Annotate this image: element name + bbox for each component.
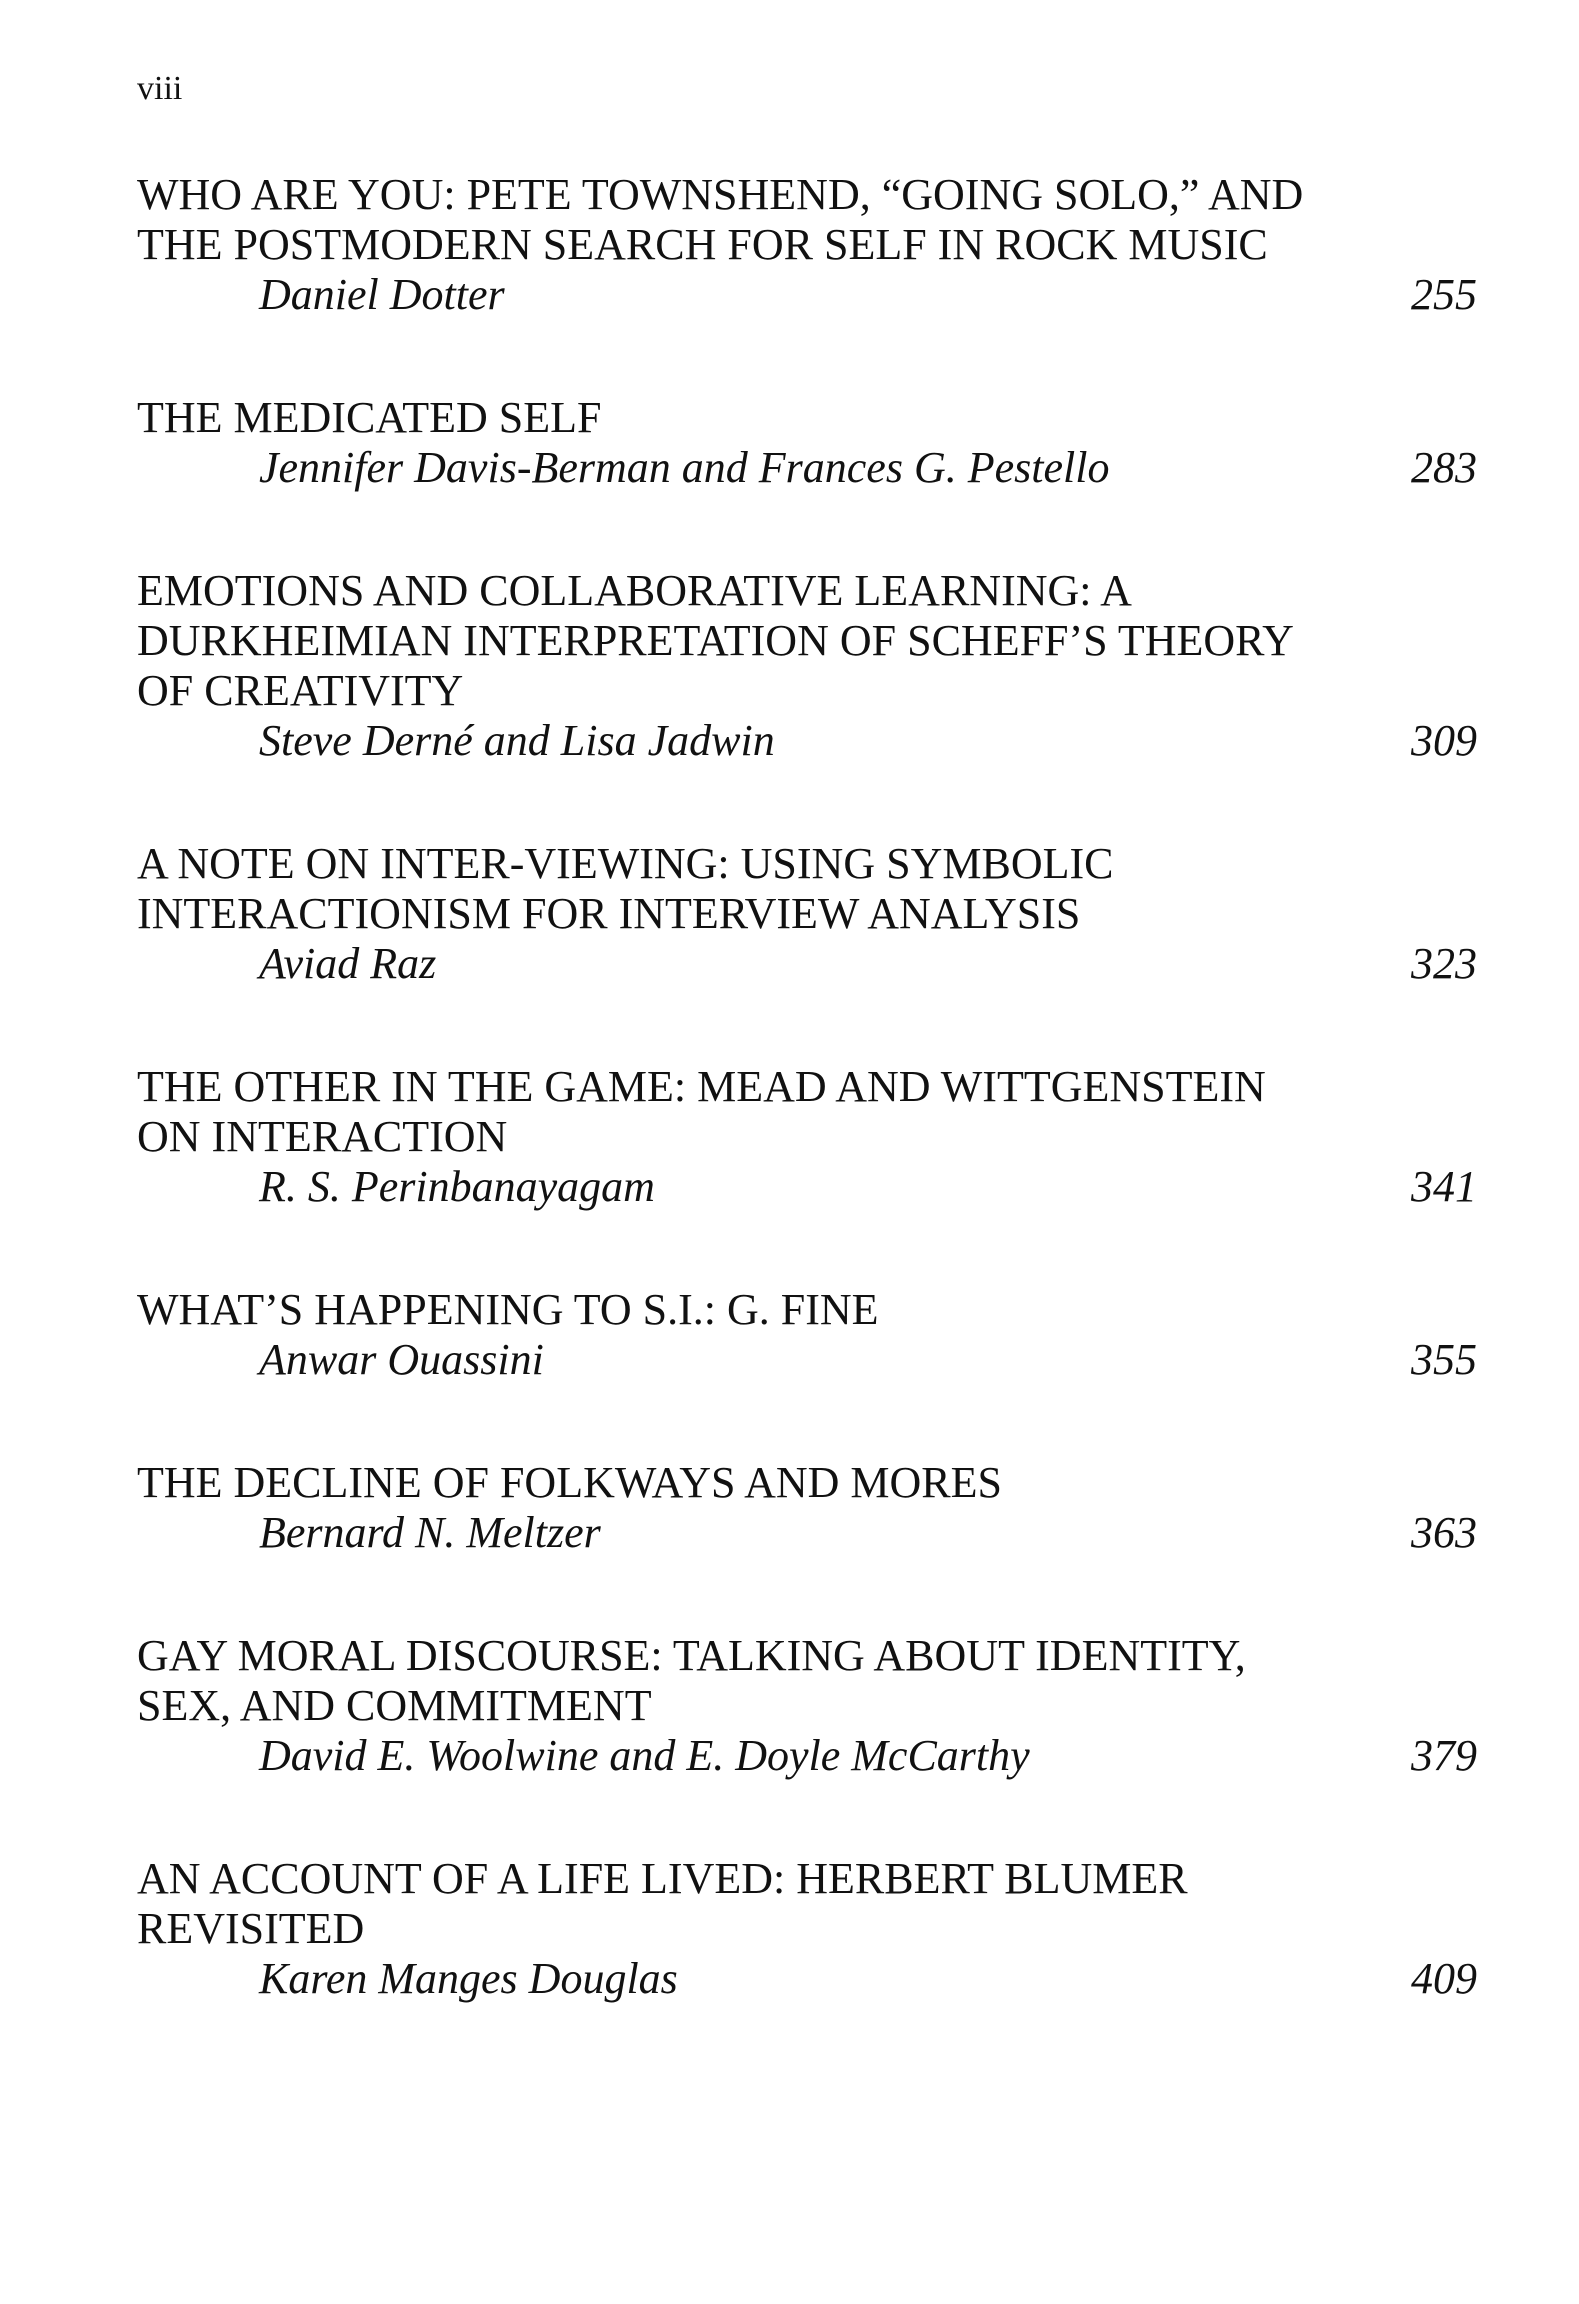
entry-author: Karen Manges Douglas: [259, 1954, 678, 2003]
page-number: viii: [137, 70, 183, 107]
entry-author-row: [137, 443, 1477, 493]
entry-page-number: 309: [1411, 716, 1477, 765]
entry-title-line: DURKHEIMIAN INTERPRETATION OF SCHEFF’S THEORY: [137, 616, 1294, 665]
entry-page-number: 255: [1411, 270, 1477, 319]
entry-title-line: OF CREATIVITY: [137, 666, 464, 715]
entry-author-row: [137, 1954, 1477, 2004]
entry-title-line: EMOTIONS AND COLLABORATIVE LEARNING: A: [137, 566, 1132, 615]
table-of-contents: [137, 170, 1477, 2004]
entry-title-line: REVISITED: [137, 1904, 365, 1953]
entry-author: Anwar Ouassini: [259, 1335, 544, 1384]
entry-author: Bernard N. Meltzer: [259, 1508, 601, 1557]
entry-title-line: SEX, AND COMMITMENT: [137, 1681, 652, 1730]
entry-author-row: [137, 716, 1477, 766]
entry-author: Jennifer Davis-Berman and Frances G. Pestello: [259, 443, 1110, 492]
entry-title-line: THE DECLINE OF FOLKWAYS AND MORES: [137, 1458, 1002, 1507]
entry-page-number: 379: [1411, 1731, 1477, 1780]
toc-entry: [137, 1854, 1477, 2004]
entry-title-line: THE OTHER IN THE GAME: MEAD AND WITTGENSTEIN: [137, 1062, 1266, 1111]
entry-author: R. S. Perinbanayagam: [259, 1162, 655, 1211]
entry-title-line: A NOTE ON INTER-VIEWING: USING SYMBOLIC: [137, 839, 1114, 888]
toc-entry: [137, 170, 1477, 320]
entry-page-number: 283: [1411, 443, 1477, 492]
entry-title-line: ON INTERACTION: [137, 1112, 508, 1161]
entry-title-line: INTERACTIONISM FOR INTERVIEW ANALYSIS: [137, 889, 1081, 938]
entry-title-line: WHAT’S HAPPENING TO S.I.: G. FINE: [137, 1285, 879, 1334]
entry-page-number: 409: [1411, 1954, 1477, 2003]
entry-author: David E. Woolwine and E. Doyle McCarthy: [259, 1731, 1030, 1780]
entry-page-number: 341: [1411, 1162, 1477, 1211]
entry-author: Steve Derné and Lisa Jadwin: [259, 716, 775, 765]
toc-entry: [137, 839, 1477, 989]
toc-entry: [137, 1285, 1477, 1385]
entry-title-line: THE POSTMODERN SEARCH FOR SELF IN ROCK MUSIC: [137, 220, 1268, 269]
entry-author-row: [137, 1335, 1477, 1385]
entry-title-line: THE MEDICATED SELF: [137, 393, 602, 442]
toc-entry: [137, 1458, 1477, 1558]
entry-title-line: GAY MORAL DISCOURSE: TALKING ABOUT IDENTITY,: [137, 1631, 1246, 1680]
entry-page-number: 323: [1411, 939, 1477, 988]
entry-page-number: 355: [1411, 1335, 1477, 1384]
entry-title-line: AN ACCOUNT OF A LIFE LIVED: HERBERT BLUMER: [137, 1854, 1188, 1903]
toc-entry: [137, 566, 1477, 766]
entry-page-number: 363: [1411, 1508, 1477, 1557]
entry-author: Daniel Dotter: [259, 270, 505, 319]
entry-author-row: [137, 939, 1477, 989]
entry-author-row: [137, 270, 1477, 320]
entry-title-line: WHO ARE YOU: PETE TOWNSHEND, “GOING SOLO,” AND: [137, 170, 1304, 219]
toc-entry: [137, 1062, 1477, 1212]
entry-author: Aviad Raz: [259, 939, 437, 988]
entry-author-row: [137, 1162, 1477, 1212]
entry-author-row: [137, 1508, 1477, 1558]
entry-author-row: [137, 1731, 1477, 1781]
toc-entry: [137, 393, 1477, 493]
toc-entry: [137, 1631, 1477, 1781]
